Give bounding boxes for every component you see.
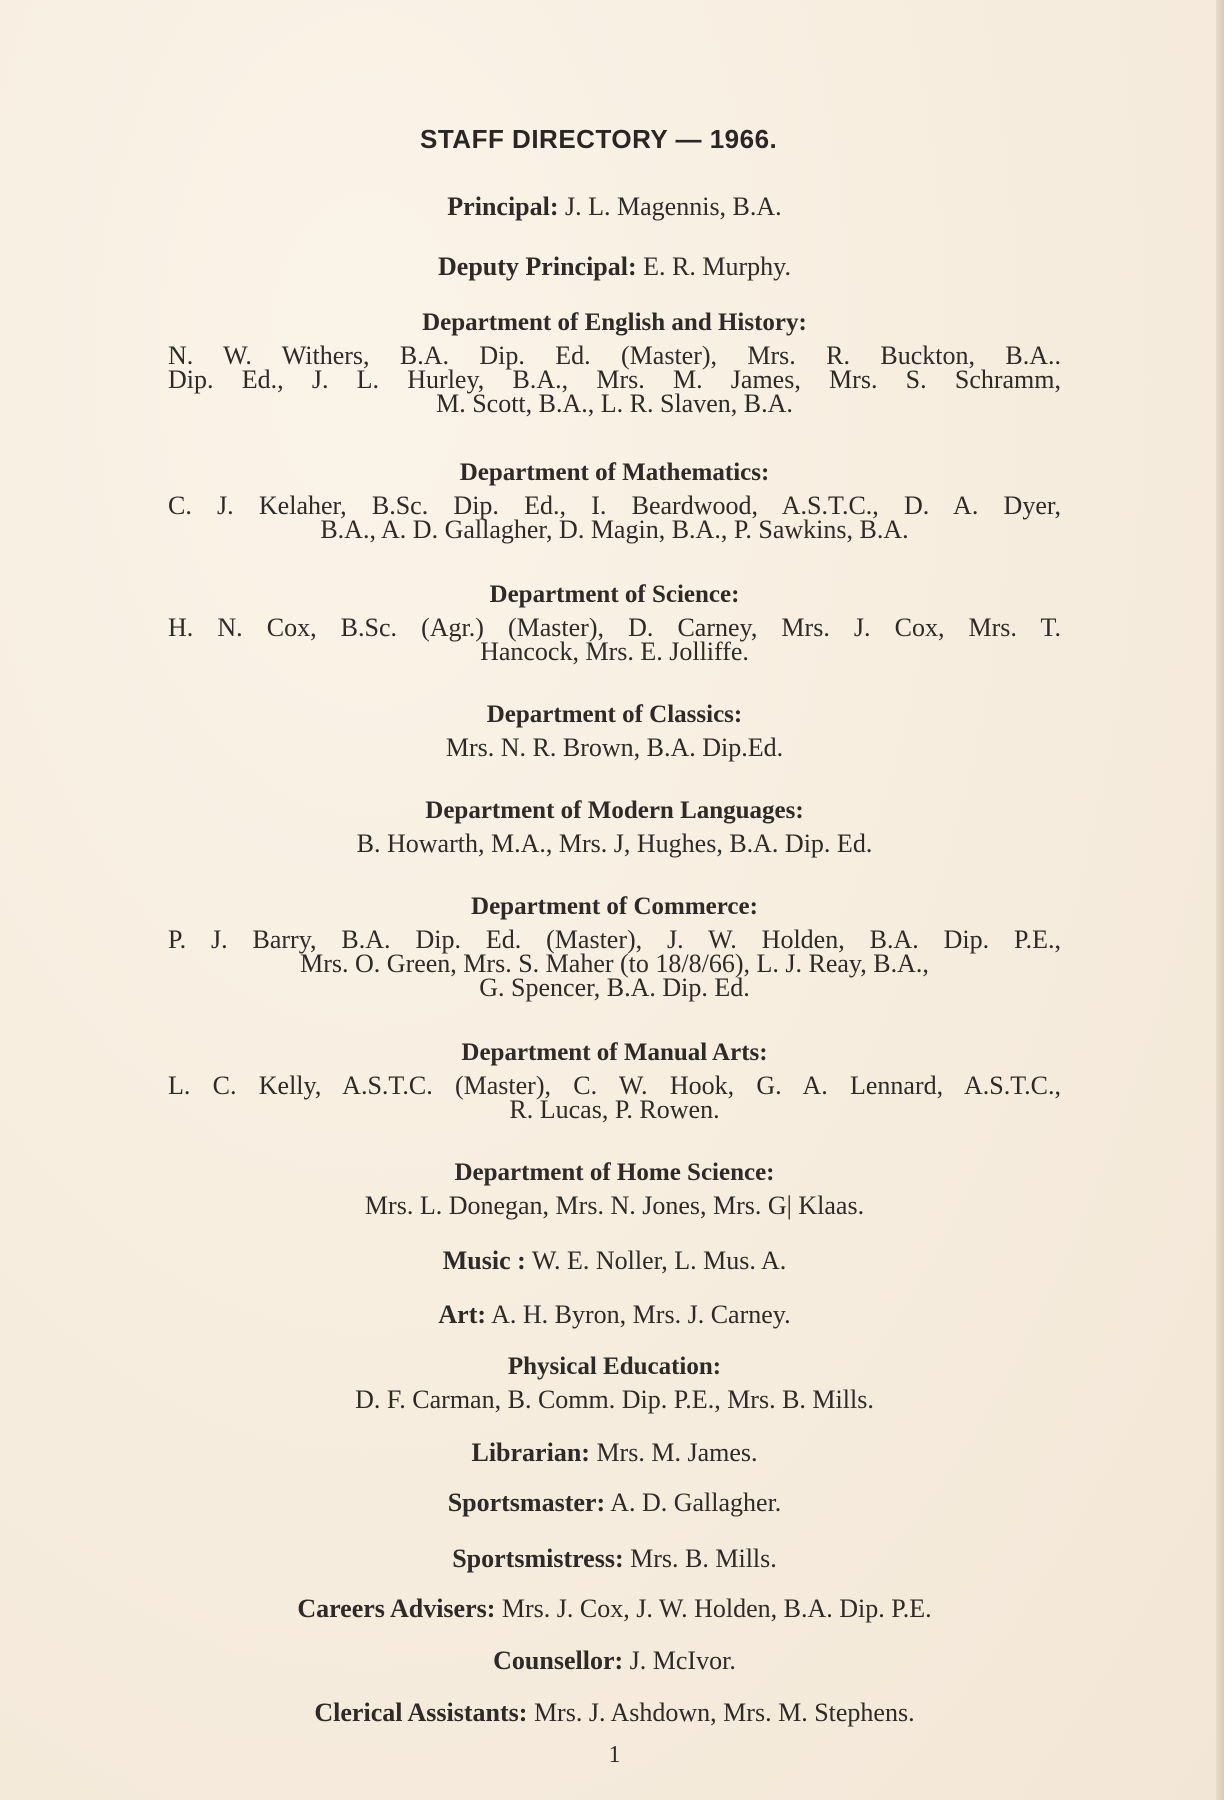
librarian-value: Mrs. M. James. [596,1438,758,1467]
pe-heading: Physical Education: [507,1353,722,1380]
careers-value: Mrs. J. Cox, J. W. Holden, B.A. Dip. P.E. [501,1594,932,1623]
counsellor-line [168,1648,1061,1674]
clerical-line [168,1700,1061,1726]
commerce-line-1: P. J. Barry, B.A. Dip. Ed. (Master), J. W. Holden, B.A. Dip. P.E., [168,925,1061,954]
science-staff [168,613,1061,666]
maths-section [168,460,1061,542]
science-section [168,582,1061,664]
maths-staff [168,491,1061,544]
science-line-2: Hancock, Mrs. E. Jolliffe. [480,637,749,666]
counsellor-label: Counsellor: [493,1646,624,1675]
pe-section [168,1354,1061,1412]
art-label: Art: [438,1300,487,1329]
maths-heading: Department of Mathematics: [459,459,770,486]
english-section [168,310,1061,416]
art-value: A. H. Byron, Mrs. J. Carney. [491,1300,791,1329]
page-number: 1 [608,1742,621,1768]
commerce-section [168,894,1061,1000]
home-staff: Mrs. L. Donegan, Mrs. N. Jones, Mrs. G| Klaas. [364,1191,865,1220]
deputy-line [168,254,1061,280]
sportsmaster-label: Sportsmaster: [447,1488,606,1517]
page-title: STAFF DIRECTORY — 1966. [420,124,778,154]
science-heading: Department of Science: [489,581,740,608]
languages-section [168,798,1061,856]
manual-staff [168,1071,1061,1124]
principal-value: J. L. Magennis, B.A. [565,192,782,221]
principal-label: Principal: [447,192,559,221]
commerce-line-2: Mrs. O. Green, Mrs. S. Maher (to 18/8/66), L. J. Reay, B.A., [300,949,929,978]
commerce-staff [168,925,1061,1002]
maths-line-2: B.A., A. D. Gallagher, D. Magin, B.A., P. Sawkins, B.A. [320,515,909,544]
careers-label: Careers Advisers: [297,1594,496,1623]
home-heading: Department of Home Science: [454,1159,775,1186]
principal-line [168,194,1061,220]
clerical-value: Mrs. J. Ashdown, Mrs. M. Stephens. [533,1698,915,1727]
counsellor-value: J. McIvor. [629,1646,736,1675]
careers-line [168,1596,1061,1622]
sportsmistress-line [168,1546,1061,1572]
commerce-heading: Department of Commerce: [471,893,758,920]
home-section [168,1160,1061,1218]
manual-line-2: R. Lucas, P. Rowen. [509,1095,720,1124]
pe-staff: D. F. Carman, B. Comm. Dip. P.E., Mrs. B. Mills. [355,1385,874,1414]
english-line-1: N. W. Withers, B.A. Dip. Ed. (Master), Mrs. R. Buckton, B.A.. [168,341,1061,370]
deputy-value: E. R. Murphy. [643,252,791,281]
manual-section [168,1040,1061,1122]
art-line [168,1302,1061,1328]
librarian-label: Librarian: [471,1438,590,1467]
sportsmaster-line [168,1490,1061,1516]
librarian-line [168,1440,1061,1466]
languages-heading: Department of Modern Languages: [425,797,804,824]
sportsmistress-value: Mrs. B. Mills. [630,1544,777,1573]
english-line-3: M. Scott, B.A., L. R. Slaven, B.A. [436,389,793,418]
manual-heading: Department of Manual Arts: [461,1039,768,1066]
clerical-label: Clerical Assistants: [314,1698,528,1727]
manual-line-1: L. C. Kelly, A.S.T.C. (Master), C. W. Hook, G. A. Lennard, A.S.T.C., [168,1071,1061,1100]
english-line-2: Dip. Ed., J. L. Hurley, B.A., Mrs. M. James, Mrs. S. Schramm, [168,365,1061,394]
classics-section [168,702,1061,760]
maths-line-1: C. J. Kelaher, B.Sc. Dip. Ed., I. Beardwood, A.S.T.C., D. A. Dyer, [168,491,1061,520]
music-value: W. E. Noller, L. Mus. A. [531,1246,787,1275]
deputy-label: Deputy Principal: [438,252,637,281]
science-line-1: H. N. Cox, B.Sc. (Agr.) (Master), D. Carney, Mrs. J. Cox, Mrs. T. [168,613,1061,642]
page-edge [1216,0,1224,1800]
commerce-line-3: G. Spencer, B.A. Dip. Ed. [479,973,750,1002]
classics-staff: Mrs. N. R. Brown, B.A. Dip.Ed. [445,733,784,762]
english-heading: Department of English and History: [422,309,807,336]
sportsmaster-value: A. D. Gallagher. [610,1488,782,1517]
sportsmistress-label: Sportsmistress: [452,1544,624,1573]
english-staff [168,341,1061,418]
languages-staff: B. Howarth, M.A., Mrs. J, Hughes, B.A. Dip. Ed. [356,829,873,858]
classics-heading: Department of Classics: [486,701,743,728]
music-label: Music : [442,1246,526,1275]
music-line [168,1248,1061,1274]
